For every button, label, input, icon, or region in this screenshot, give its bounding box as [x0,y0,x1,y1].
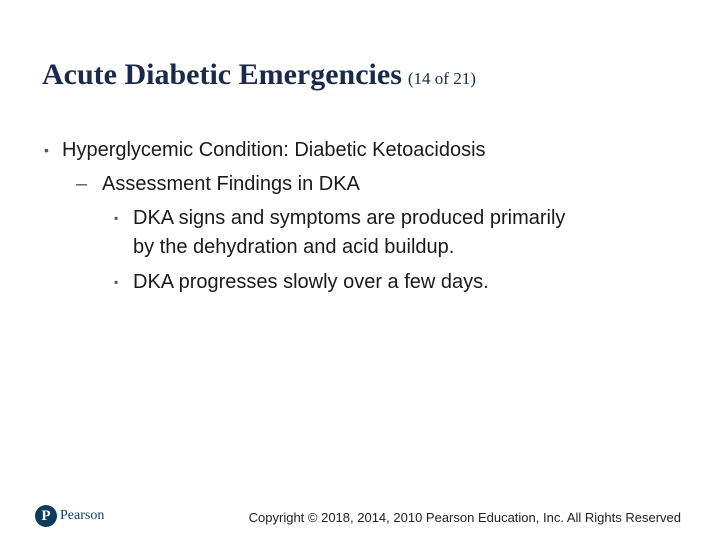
bullet-level3-marker: ▪ [114,211,119,225]
copyright-notice: Copyright © 2018, 2014, 2010 Pearson Education, Inc. All Rights Reserved [248,510,681,525]
pearson-logo [35,505,104,527]
bullet-level3-text: DKA progresses slowly over a few days. [133,271,489,293]
slide-title [42,58,476,91]
bullet-level3-text-continued: by the dehydration and acid buildup. [133,236,455,258]
bullet-level3-text: DKA signs and symptoms are produced primarily [133,207,566,229]
pearson-logo-icon: P [35,505,57,527]
pearson-logo-text: Pearson [60,508,105,523]
bullet-level1-text: Hyperglycemic Condition: Diabetic Ketoacidosis [62,139,486,161]
bullet-level2-text: Assessment Findings in DKA [102,173,360,195]
slide-title-text: Acute Diabetic Emergencies [42,58,402,91]
slide-counter: (14 of 21) [407,69,476,88]
bullet-level1-marker: • [44,142,49,158]
bullet-level2-marker: – [76,173,88,195]
bullet-level3-marker: ▪ [114,275,119,289]
